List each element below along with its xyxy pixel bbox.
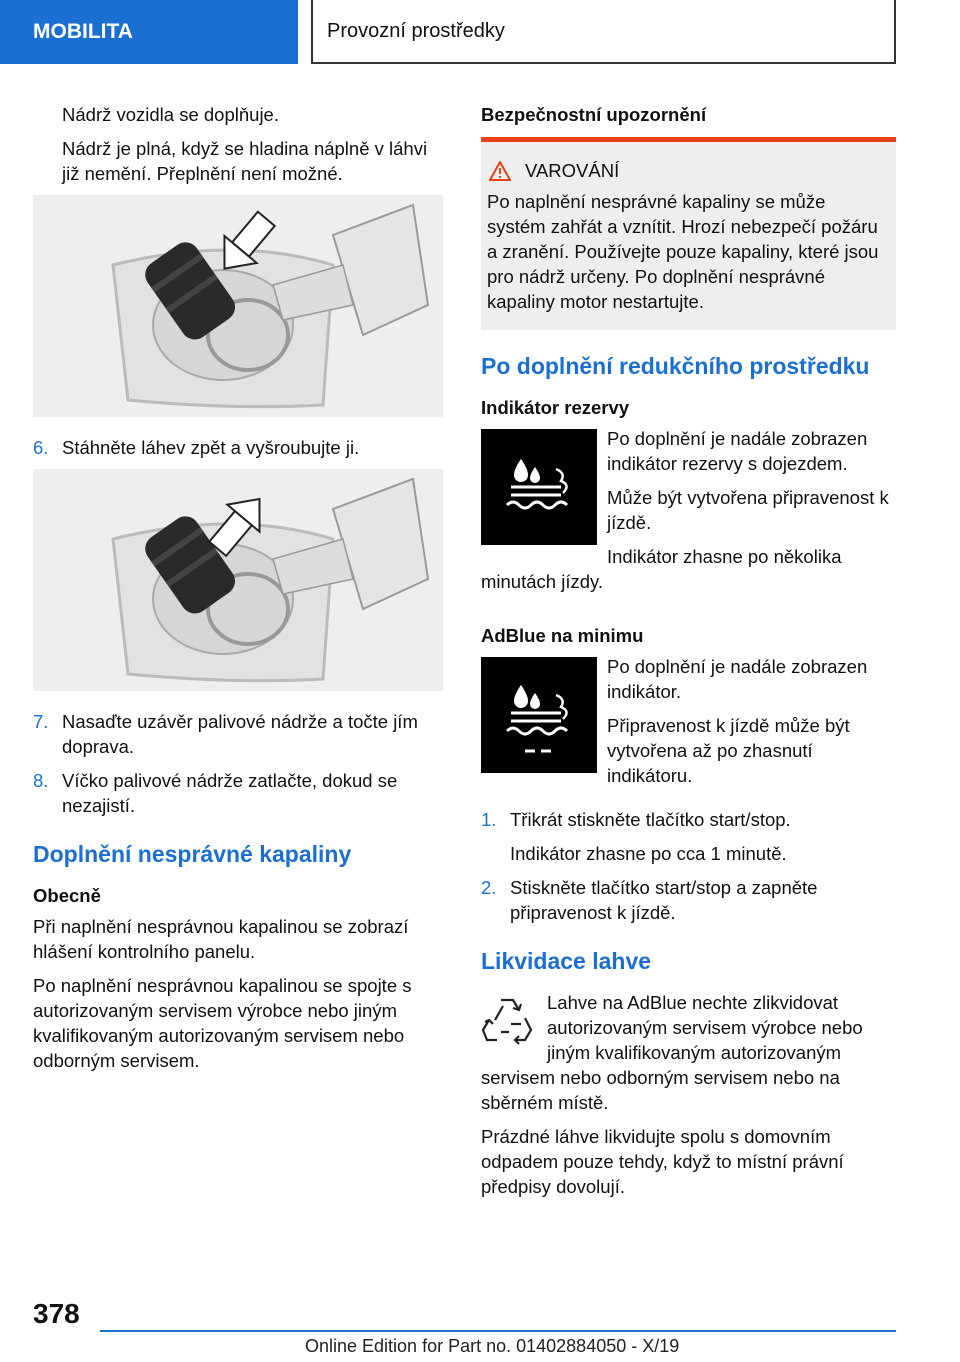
- section-tab: [0, 0, 298, 64]
- minimum-indicator-block: [481, 654, 896, 797]
- paragraph: Prázdné láhve likvidujte spolu s domovním odpadem pouze tehdy, když to místní právní předpisy dovolují.: [481, 1126, 844, 1197]
- section-title: MOBILITA: [33, 20, 133, 43]
- chapter-title: Provozní prostředky: [327, 19, 505, 42]
- footer-rule: [100, 1330, 896, 1332]
- reserve-indicator-block: [481, 426, 896, 603]
- paragraph: Po naplnění nesprávnou kapalinou se spojte s autorizovaným servisem výrobce nebo jiným kvalifikovaným autorizovaným servisem nebo odborným servisem.: [33, 975, 412, 1071]
- paragraph: Nádrž je plná, když se hladina náplně v láhvi již nemění. Přeplnění není možné.: [62, 138, 428, 184]
- refill-illustration-push: [33, 195, 443, 417]
- right-column: [481, 102, 896, 1208]
- step-number: 2.: [481, 877, 497, 898]
- recycling-icon: [481, 992, 533, 1048]
- paragraph: Po doplnění je nadále zobrazen indikátor.: [607, 656, 868, 702]
- page-number: 378: [33, 1298, 80, 1329]
- step-text: Třikrát stiskněte tlačítko start/stop.: [510, 809, 791, 830]
- step-2: [481, 875, 896, 925]
- step-number: 8.: [33, 770, 49, 791]
- warning-title: VAROVÁNÍ: [525, 160, 620, 181]
- step-1: [481, 807, 896, 832]
- step-number: 7.: [33, 711, 49, 732]
- disposal-block: [481, 990, 896, 1124]
- illustration-fill-bottle: [33, 195, 443, 417]
- step-7: [33, 709, 443, 759]
- adblue-reserve-indicator-icon: [481, 429, 597, 545]
- step-6: [33, 435, 443, 460]
- warning-text: Po naplnění nesprávné kapaliny se může systém zahřát a vznítit. Hrozí nebezpečí požáru a zranění. Používejte pouze kapaliny, které jsou pro nádrž určeny. Po doplnění nesprávné kapaliny motor nestartujte.: [487, 191, 879, 312]
- illustration-remove-bottle: [33, 469, 443, 691]
- paragraph: Připravenost k jízdě může být vytvořena až po zhasnutí indikátoru.: [607, 715, 850, 786]
- adblue-minimum-indicator-icon: [481, 657, 597, 773]
- step-8: [33, 768, 443, 818]
- subsection-heading: Obecně: [33, 885, 101, 906]
- footer-edition: Online Edition for Part no. 01402884050 - X/19: [305, 1336, 680, 1356]
- paragraph: Lahve na AdBlue nechte zlikvidovat autorizovaným servisem výrobce nebo jiným kvalifikovaným autorizovaným servisem nebo odborným servisem nebo na sběrném místě.: [481, 992, 863, 1113]
- paragraph: Indikátor zhasne po několika minutách jízdy.: [481, 546, 842, 592]
- paragraph: Po doplnění je nadále zobrazen indikátor rezervy s dojezdem.: [607, 428, 868, 474]
- paragraph: Při naplnění nesprávnou kapalinou se zobrazí hlášení kontrolního panelu.: [33, 916, 409, 962]
- warning-box: [481, 137, 896, 330]
- section-heading: Likvidace lahve: [481, 948, 652, 974]
- left-column: [33, 102, 443, 1082]
- step-text: Nasaďte uzávěr palivové nádrže a točte jím doprava.: [62, 711, 418, 757]
- safety-heading: Bezpečnostní upozornění: [481, 104, 707, 125]
- paragraph: Nádrž vozidla se doplňuje.: [62, 104, 279, 125]
- step-text: Víčko palivové nádrže zatlačte, dokud se nezajistí.: [62, 770, 398, 816]
- step-number: 1.: [481, 809, 497, 830]
- section-heading: Doplnění nesprávné kapaliny: [33, 841, 352, 867]
- step-text: Stiskněte tlačítko start/stop a zapněte připravenost k jízdě.: [510, 877, 818, 923]
- step-number: 6.: [33, 437, 49, 458]
- subsection-heading: AdBlue na minimu: [481, 625, 644, 646]
- chapter-tab: [311, 0, 896, 64]
- refill-illustration-pull: [33, 469, 443, 691]
- section-heading: Po doplnění redukčního prostředku: [481, 353, 870, 379]
- warning-header: [487, 158, 888, 183]
- step-text: Stáhněte láhev zpět a vyšroubujte ji.: [62, 437, 360, 458]
- paragraph: Může být vytvořena připravenost k jízdě.: [607, 487, 889, 533]
- warning-triangle-icon: [489, 161, 511, 181]
- step-sub-text: Indikátor zhasne po cca 1 minutě.: [510, 843, 787, 864]
- subsection-heading: Indikátor rezervy: [481, 397, 630, 418]
